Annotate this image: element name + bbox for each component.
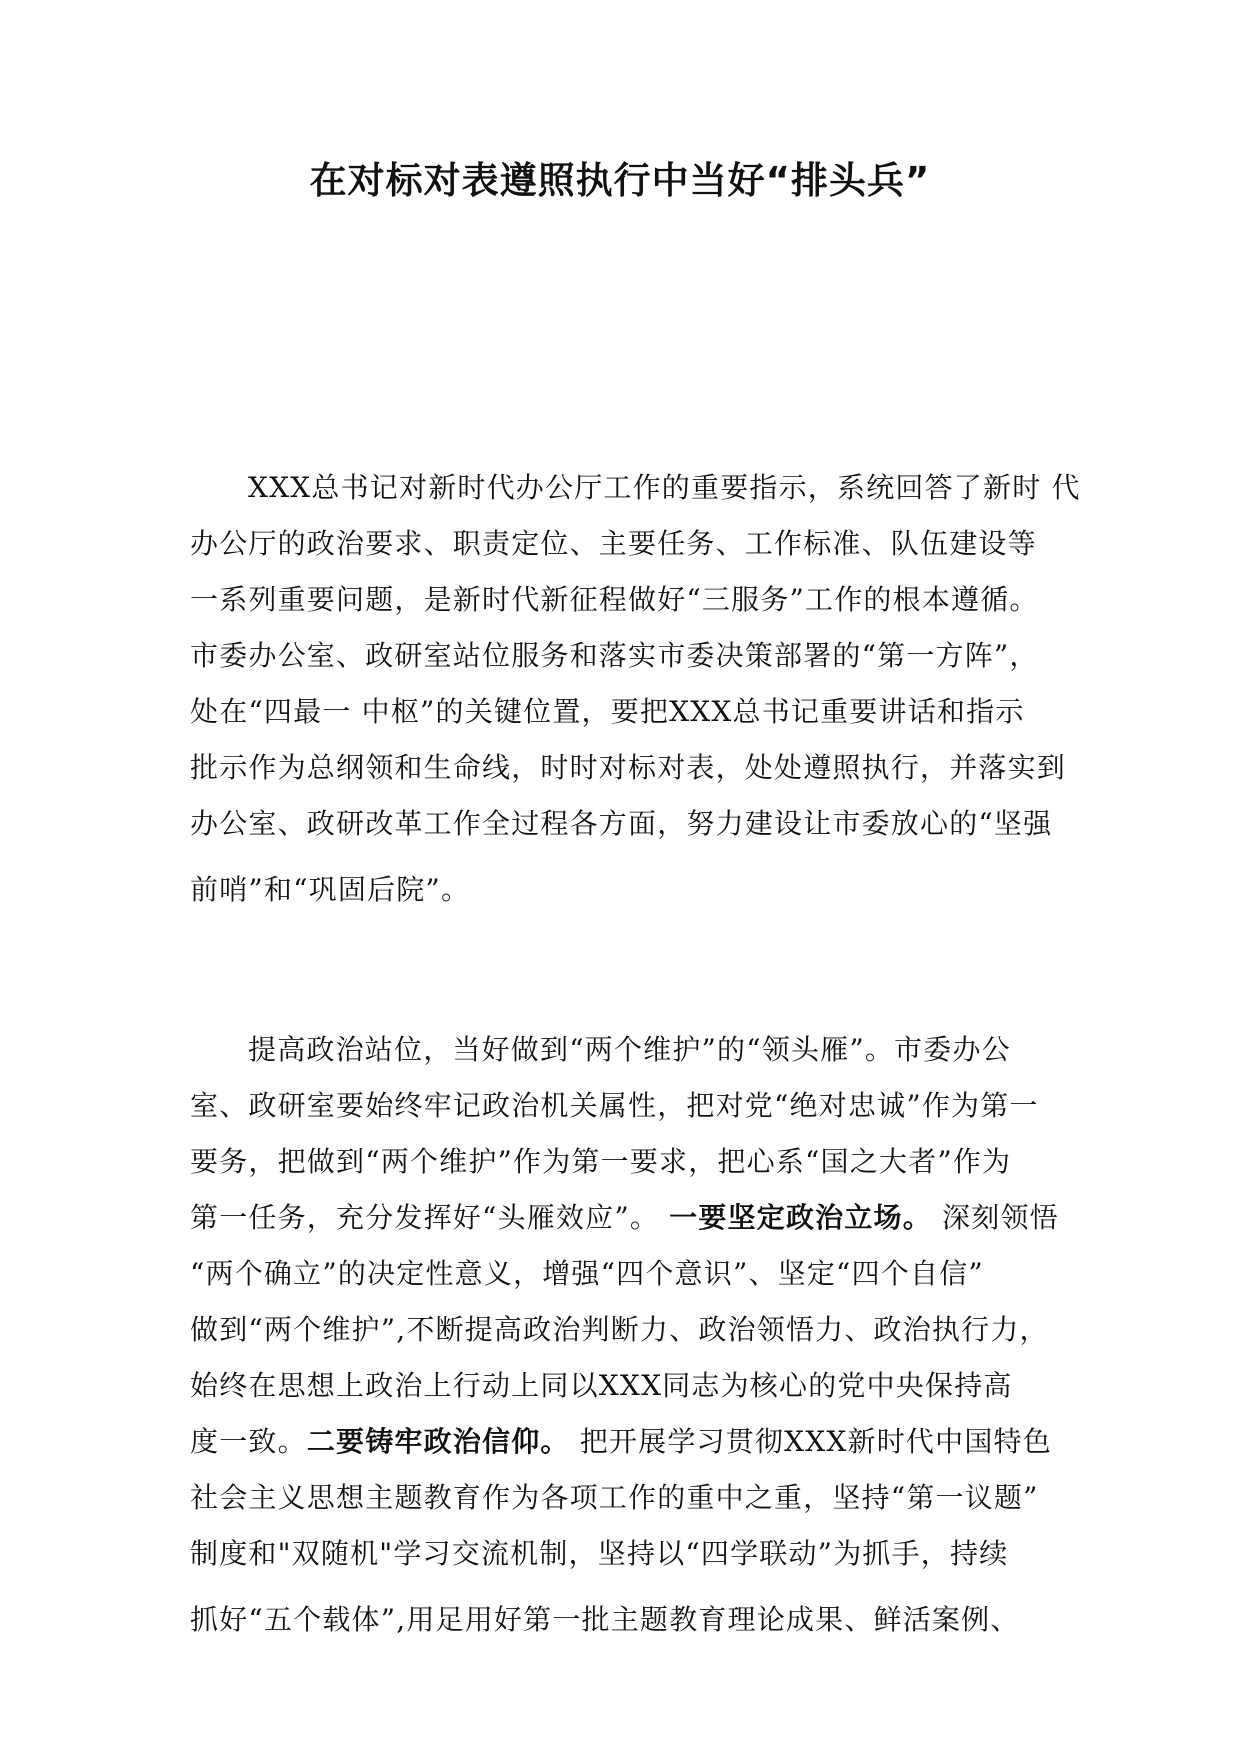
bold-heading-2: 二要铸牢政治信仰。 [306, 1425, 570, 1458]
text-line: 社会主义思想主题教育作为各项工作的重中之重，坚持“第一议题” [190, 1481, 1039, 1514]
bold-heading-1: 一要坚定政治立场。 [669, 1201, 932, 1234]
text-run: 度一致。 [190, 1425, 307, 1458]
paragraph-political-position [190, 1022, 1070, 1648]
text-line [190, 1190, 1070, 1246]
text-line: 市委办公室、政研室站位服务和落实市委决策部署的“第一方阵”， [190, 639, 1039, 672]
text-run: 把开展学习贯彻XXX新时代中国特色 [569, 1425, 1052, 1458]
text-line [190, 1414, 1070, 1470]
text-line: 处在“四最一 中枢”的关键位置，要把XXX总书记重要讲话和指示 [190, 695, 1025, 728]
text-line: 制度和"双随机"学习交流机制，坚持以“四学联动”为抓手，持续 [190, 1537, 1009, 1570]
text-line: 前哨”和“巩固后院”。 [190, 873, 471, 906]
text-line: 办公室、政研改革工作全过程各方面，努力建设让市委放心的“坚强 [190, 807, 1053, 840]
paragraph-intro [190, 460, 1081, 918]
text-line: 做到“两个维护”,不断提高政治判断力、政治领悟力、政治执行力， [190, 1313, 1049, 1346]
text-run: 第一任务，充分发挥好“头雁效应”。 [190, 1201, 670, 1234]
text-line: 办公厅的政治要求、职责定位、主要任务、工作标准、队伍建设等 [190, 527, 1037, 560]
text-line: XXX总书记对新时代办公厅工作的重要指示，系统回答了新时 代 [248, 471, 1081, 504]
text-line: “两个确立”的决定性意义，增强“四个意识”、坚定“四个自信” [190, 1257, 984, 1290]
text-line: 始终在思想上政治上行动上同以XXX同志为核心的党中央保持高 [190, 1369, 1013, 1402]
text-line: 室、政研室要始终牢记政治机关属性，把对党“绝对忠诚”作为第一 [190, 1089, 1039, 1122]
text-run: 深刻领悟 [931, 1201, 1059, 1234]
text-line: 要务，把做到“两个维护”作为第一要求，把心系“国之大者”作为 [190, 1145, 1012, 1178]
text-line: 一系列重要问题，是新时代新征程做好“三服务”工作的根本遵循。 [190, 583, 1039, 616]
text-line: 批示作为总纲领和生命线，时时对标对表，处处遵照执行，并落实到 [190, 751, 1067, 784]
page-title: 在对标对表遵照执行中当好“排头兵” [309, 159, 931, 202]
text-line: 抓好“五个载体”,用足用好第一批主题教育理论成果、鲜活案例、 [190, 1603, 1020, 1636]
text-line: 提高政治站位，当好做到“两个维护”的“领头雁”。市委办公 [248, 1033, 1011, 1066]
